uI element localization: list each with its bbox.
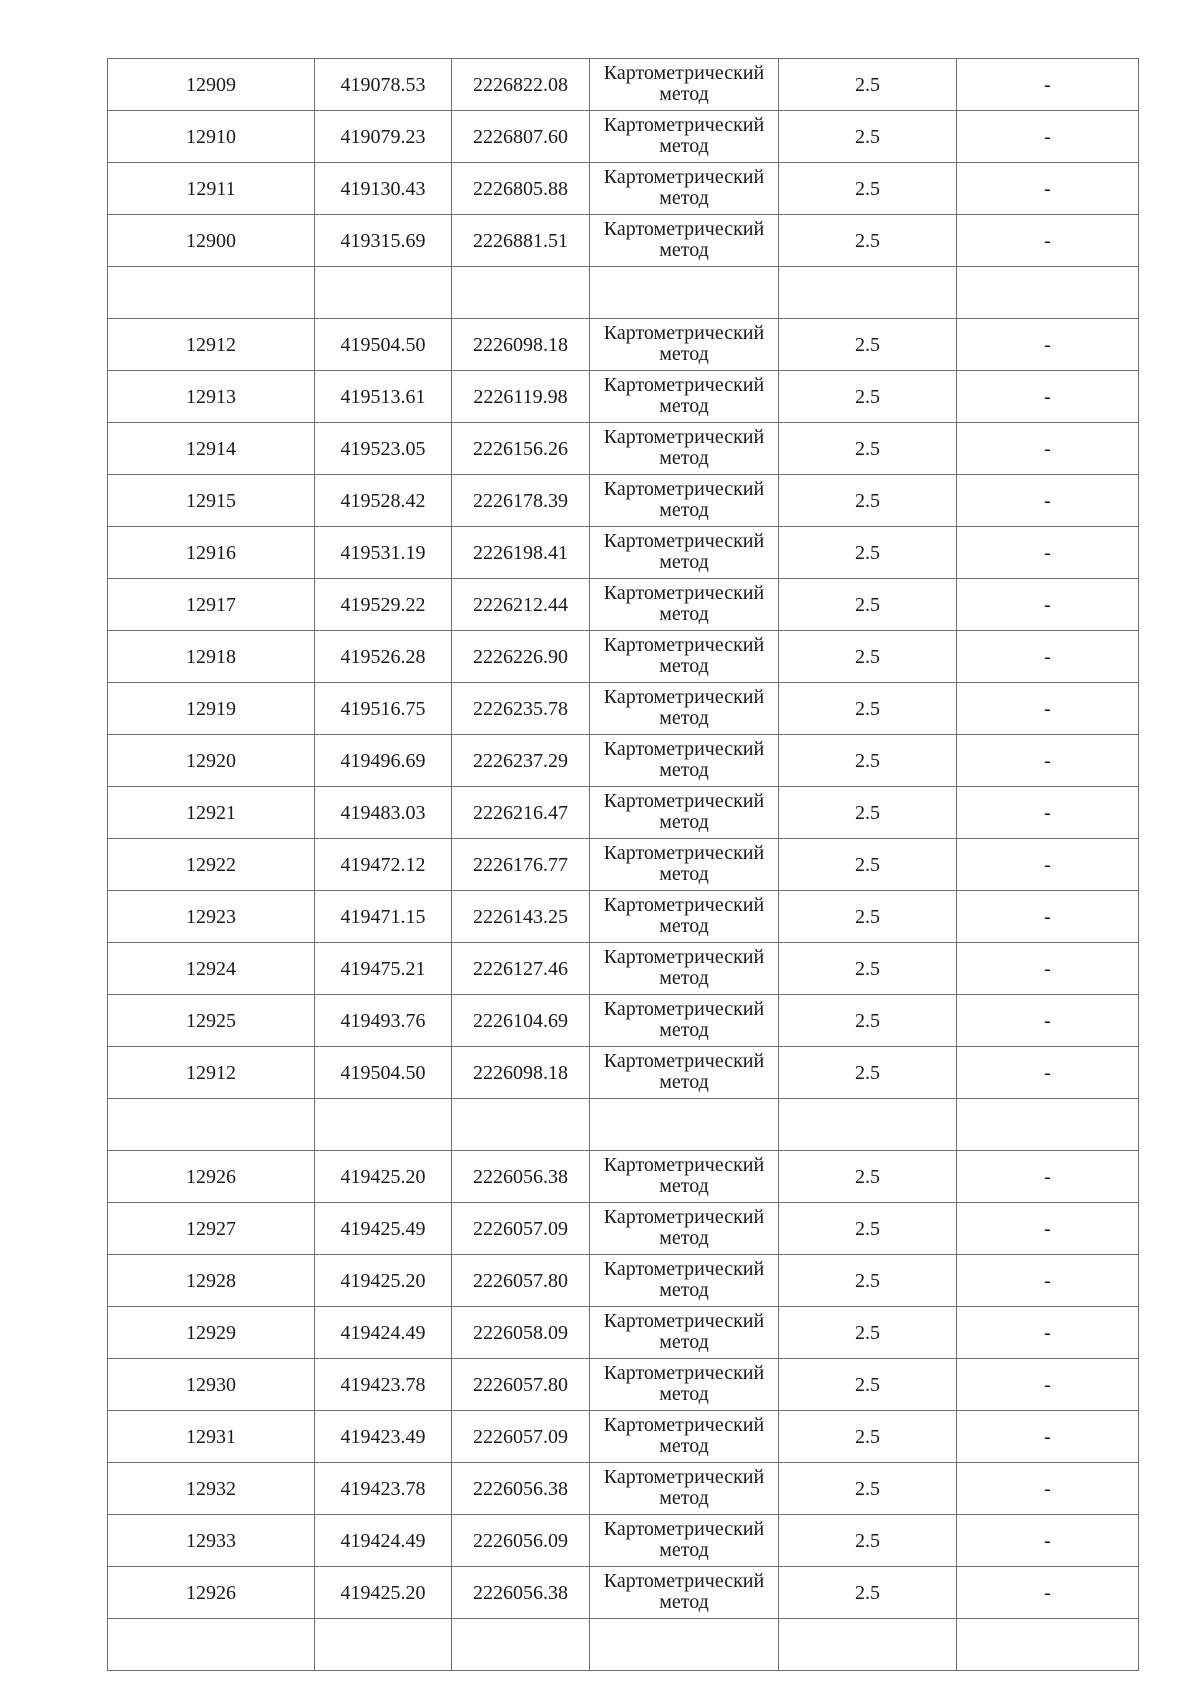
cell-note: - bbox=[957, 59, 1139, 111]
table-row bbox=[108, 891, 1139, 943]
cell-accuracy: 2.5 bbox=[779, 1359, 957, 1411]
cell-note: - bbox=[957, 1151, 1139, 1203]
cell-note: - bbox=[957, 1463, 1139, 1515]
cell-method: Картометрический метод bbox=[590, 527, 779, 579]
table-row bbox=[108, 839, 1139, 891]
cell-note: - bbox=[957, 839, 1139, 891]
cell-method: Картометрический метод bbox=[590, 1359, 779, 1411]
table-row bbox=[108, 943, 1139, 995]
cell-point-number: 12921 bbox=[108, 787, 315, 839]
cell-method: Картометрический метод bbox=[590, 787, 779, 839]
table-row bbox=[108, 1619, 1139, 1671]
cell-accuracy: 2.5 bbox=[779, 423, 957, 475]
cell-coordinate-x: 419425.49 bbox=[315, 1203, 452, 1255]
cell-coordinate-x: 419078.53 bbox=[315, 59, 452, 111]
cell-method: Картометрический метод bbox=[590, 1515, 779, 1567]
cell-note: - bbox=[957, 163, 1139, 215]
cell-coordinate-y: 2226057.80 bbox=[452, 1255, 590, 1307]
cell-note: - bbox=[957, 1359, 1139, 1411]
cell-accuracy: 2.5 bbox=[779, 59, 957, 111]
cell-coordinate-y bbox=[452, 1099, 590, 1151]
cell-point-number: 12926 bbox=[108, 1151, 315, 1203]
table-row bbox=[108, 59, 1139, 111]
cell-coordinate-x: 419475.21 bbox=[315, 943, 452, 995]
table-row bbox=[108, 1047, 1139, 1099]
cell-coordinate-x bbox=[315, 267, 452, 319]
cell-coordinate-y: 2226119.98 bbox=[452, 371, 590, 423]
cell-note: - bbox=[957, 995, 1139, 1047]
cell-accuracy: 2.5 bbox=[779, 1567, 957, 1619]
cell-point-number: 12912 bbox=[108, 1047, 315, 1099]
cell-accuracy: 2.5 bbox=[779, 215, 957, 267]
cell-coordinate-y bbox=[452, 267, 590, 319]
cell-point-number: 12924 bbox=[108, 943, 315, 995]
cell-note: - bbox=[957, 527, 1139, 579]
cell-accuracy bbox=[779, 267, 957, 319]
cell-coordinate-y: 2226057.09 bbox=[452, 1203, 590, 1255]
table-row bbox=[108, 163, 1139, 215]
table-row bbox=[108, 1359, 1139, 1411]
cell-coordinate-y: 2226198.41 bbox=[452, 527, 590, 579]
cell-coordinate-y: 2226807.60 bbox=[452, 111, 590, 163]
cell-coordinate-y: 2226143.25 bbox=[452, 891, 590, 943]
cell-coordinate-y: 2226822.08 bbox=[452, 59, 590, 111]
cell-method: Картометрический метод bbox=[590, 631, 779, 683]
cell-method: Картометрический метод bbox=[590, 839, 779, 891]
table-row bbox=[108, 1099, 1139, 1151]
cell-coordinate-y: 2226057.80 bbox=[452, 1359, 590, 1411]
cell-accuracy: 2.5 bbox=[779, 475, 957, 527]
cell-coordinate-y: 2226058.09 bbox=[452, 1307, 590, 1359]
table-row bbox=[108, 215, 1139, 267]
cell-method: Картометрический метод bbox=[590, 111, 779, 163]
table-row bbox=[108, 1255, 1139, 1307]
cell-note: - bbox=[957, 1411, 1139, 1463]
cell-coordinate-y: 2226212.44 bbox=[452, 579, 590, 631]
cell-coordinate-y: 2226056.09 bbox=[452, 1515, 590, 1567]
cell-coordinate-y: 2226805.88 bbox=[452, 163, 590, 215]
cell-coordinate-y: 2226881.51 bbox=[452, 215, 590, 267]
cell-accuracy: 2.5 bbox=[779, 1203, 957, 1255]
cell-method: Картометрический метод bbox=[590, 163, 779, 215]
cell-accuracy: 2.5 bbox=[779, 371, 957, 423]
cell-point-number: 12916 bbox=[108, 527, 315, 579]
cell-accuracy: 2.5 bbox=[779, 579, 957, 631]
cell-method bbox=[590, 1619, 779, 1671]
cell-note: - bbox=[957, 631, 1139, 683]
cell-coordinate-x: 419425.20 bbox=[315, 1567, 452, 1619]
table-row bbox=[108, 1307, 1139, 1359]
cell-coordinate-y: 2226127.46 bbox=[452, 943, 590, 995]
cell-coordinate-x: 419472.12 bbox=[315, 839, 452, 891]
table-row bbox=[108, 1567, 1139, 1619]
cell-note bbox=[957, 267, 1139, 319]
cell-coordinate-x: 419423.78 bbox=[315, 1463, 452, 1515]
cell-coordinate-x: 419504.50 bbox=[315, 319, 452, 371]
cell-accuracy: 2.5 bbox=[779, 1307, 957, 1359]
table-row bbox=[108, 787, 1139, 839]
cell-coordinate-x: 419471.15 bbox=[315, 891, 452, 943]
cell-point-number: 12920 bbox=[108, 735, 315, 787]
cell-accuracy: 2.5 bbox=[779, 1255, 957, 1307]
cell-method bbox=[590, 267, 779, 319]
table-row bbox=[108, 683, 1139, 735]
cell-note bbox=[957, 1099, 1139, 1151]
cell-point-number: 12928 bbox=[108, 1255, 315, 1307]
cell-coordinate-y: 2226098.18 bbox=[452, 319, 590, 371]
cell-note: - bbox=[957, 1203, 1139, 1255]
cell-coordinate-x: 419130.43 bbox=[315, 163, 452, 215]
cell-method: Картометрический метод bbox=[590, 943, 779, 995]
cell-coordinate-x: 419528.42 bbox=[315, 475, 452, 527]
cell-method: Картометрический метод bbox=[590, 1255, 779, 1307]
cell-accuracy: 2.5 bbox=[779, 787, 957, 839]
cell-point-number: 12914 bbox=[108, 423, 315, 475]
cell-note: - bbox=[957, 735, 1139, 787]
cell-point-number bbox=[108, 1099, 315, 1151]
cell-method: Картометрический метод bbox=[590, 319, 779, 371]
table-row bbox=[108, 371, 1139, 423]
cell-coordinate-y: 2226056.38 bbox=[452, 1151, 590, 1203]
cell-note: - bbox=[957, 1047, 1139, 1099]
cell-accuracy bbox=[779, 1099, 957, 1151]
table-row bbox=[108, 579, 1139, 631]
table-row bbox=[108, 423, 1139, 475]
cell-accuracy: 2.5 bbox=[779, 1515, 957, 1567]
cell-point-number: 12927 bbox=[108, 1203, 315, 1255]
cell-coordinate-y: 2226056.38 bbox=[452, 1567, 590, 1619]
cell-accuracy: 2.5 bbox=[779, 1411, 957, 1463]
cell-point-number: 12911 bbox=[108, 163, 315, 215]
cell-accuracy: 2.5 bbox=[779, 1463, 957, 1515]
cell-accuracy: 2.5 bbox=[779, 943, 957, 995]
table-row bbox=[108, 995, 1139, 1047]
cell-note: - bbox=[957, 579, 1139, 631]
cell-method: Картометрический метод bbox=[590, 423, 779, 475]
cell-method: Картометрический метод bbox=[590, 215, 779, 267]
cell-note: - bbox=[957, 319, 1139, 371]
cell-coordinate-x: 419483.03 bbox=[315, 787, 452, 839]
cell-note: - bbox=[957, 1515, 1139, 1567]
table-row bbox=[108, 319, 1139, 371]
cell-note: - bbox=[957, 111, 1139, 163]
cell-coordinate-y: 2226057.09 bbox=[452, 1411, 590, 1463]
cell-method: Картометрический метод bbox=[590, 683, 779, 735]
cell-point-number: 12929 bbox=[108, 1307, 315, 1359]
cell-point-number: 12926 bbox=[108, 1567, 315, 1619]
cell-coordinate-y: 2226237.29 bbox=[452, 735, 590, 787]
cell-coordinate-y: 2226235.78 bbox=[452, 683, 590, 735]
cell-accuracy: 2.5 bbox=[779, 631, 957, 683]
cell-point-number: 12930 bbox=[108, 1359, 315, 1411]
table-row bbox=[108, 111, 1139, 163]
cell-method: Картометрический метод bbox=[590, 735, 779, 787]
cell-coordinate-x bbox=[315, 1099, 452, 1151]
cell-accuracy: 2.5 bbox=[779, 995, 957, 1047]
cell-point-number: 12923 bbox=[108, 891, 315, 943]
cell-coordinate-x: 419523.05 bbox=[315, 423, 452, 475]
cell-accuracy: 2.5 bbox=[779, 1047, 957, 1099]
cell-point-number: 12912 bbox=[108, 319, 315, 371]
table-row bbox=[108, 475, 1139, 527]
cell-note: - bbox=[957, 1255, 1139, 1307]
cell-point-number: 12913 bbox=[108, 371, 315, 423]
cell-method: Картометрический метод bbox=[590, 1411, 779, 1463]
cell-coordinate-x: 419516.75 bbox=[315, 683, 452, 735]
cell-coordinate-y: 2226056.38 bbox=[452, 1463, 590, 1515]
coordinates-table bbox=[107, 58, 1139, 1671]
cell-coordinate-x: 419424.49 bbox=[315, 1307, 452, 1359]
cell-coordinate-x: 419315.69 bbox=[315, 215, 452, 267]
cell-method: Картометрический метод bbox=[590, 1307, 779, 1359]
cell-coordinate-y: 2226178.39 bbox=[452, 475, 590, 527]
cell-coordinate-y: 2226156.26 bbox=[452, 423, 590, 475]
cell-method: Картометрический метод bbox=[590, 475, 779, 527]
cell-note: - bbox=[957, 215, 1139, 267]
table-row bbox=[108, 1203, 1139, 1255]
cell-method: Картометрический метод bbox=[590, 995, 779, 1047]
cell-coordinate-y: 2226176.77 bbox=[452, 839, 590, 891]
cell-point-number bbox=[108, 1619, 315, 1671]
cell-method: Картометрический метод bbox=[590, 59, 779, 111]
cell-coordinate-x: 419496.69 bbox=[315, 735, 452, 787]
cell-coordinate-x: 419423.49 bbox=[315, 1411, 452, 1463]
cell-note: - bbox=[957, 423, 1139, 475]
cell-point-number: 12933 bbox=[108, 1515, 315, 1567]
cell-point-number: 12919 bbox=[108, 683, 315, 735]
cell-coordinate-x: 419529.22 bbox=[315, 579, 452, 631]
cell-method: Картометрический метод bbox=[590, 1463, 779, 1515]
cell-coordinate-y bbox=[452, 1619, 590, 1671]
cell-method: Картометрический метод bbox=[590, 891, 779, 943]
cell-accuracy: 2.5 bbox=[779, 839, 957, 891]
cell-accuracy: 2.5 bbox=[779, 319, 957, 371]
cell-coordinate-x bbox=[315, 1619, 452, 1671]
cell-point-number bbox=[108, 267, 315, 319]
table-row bbox=[108, 735, 1139, 787]
table-row bbox=[108, 527, 1139, 579]
cell-method bbox=[590, 1099, 779, 1151]
cell-point-number: 12932 bbox=[108, 1463, 315, 1515]
table-row bbox=[108, 631, 1139, 683]
cell-method: Картометрический метод bbox=[590, 1203, 779, 1255]
table-row bbox=[108, 267, 1139, 319]
cell-note: - bbox=[957, 371, 1139, 423]
cell-method: Картометрический метод bbox=[590, 371, 779, 423]
cell-point-number: 12922 bbox=[108, 839, 315, 891]
cell-method: Картометрический метод bbox=[590, 579, 779, 631]
cell-coordinate-x: 419423.78 bbox=[315, 1359, 452, 1411]
cell-coordinate-y: 2226226.90 bbox=[452, 631, 590, 683]
cell-note: - bbox=[957, 891, 1139, 943]
cell-point-number: 12925 bbox=[108, 995, 315, 1047]
table-row bbox=[108, 1463, 1139, 1515]
cell-accuracy: 2.5 bbox=[779, 683, 957, 735]
cell-method: Картометрический метод bbox=[590, 1151, 779, 1203]
cell-coordinate-x: 419513.61 bbox=[315, 371, 452, 423]
cell-point-number: 12915 bbox=[108, 475, 315, 527]
cell-note bbox=[957, 1619, 1139, 1671]
cell-note: - bbox=[957, 1307, 1139, 1359]
cell-accuracy bbox=[779, 1619, 957, 1671]
coordinates-table-body bbox=[108, 59, 1139, 1671]
cell-point-number: 12918 bbox=[108, 631, 315, 683]
table-row bbox=[108, 1151, 1139, 1203]
cell-coordinate-x: 419531.19 bbox=[315, 527, 452, 579]
cell-coordinate-y: 2226216.47 bbox=[452, 787, 590, 839]
cell-accuracy: 2.5 bbox=[779, 891, 957, 943]
cell-coordinate-x: 419079.23 bbox=[315, 111, 452, 163]
table-row bbox=[108, 1515, 1139, 1567]
cell-note: - bbox=[957, 943, 1139, 995]
cell-accuracy: 2.5 bbox=[779, 527, 957, 579]
cell-accuracy: 2.5 bbox=[779, 111, 957, 163]
cell-coordinate-y: 2226104.69 bbox=[452, 995, 590, 1047]
cell-note: - bbox=[957, 475, 1139, 527]
cell-accuracy: 2.5 bbox=[779, 735, 957, 787]
cell-point-number: 12931 bbox=[108, 1411, 315, 1463]
cell-accuracy: 2.5 bbox=[779, 1151, 957, 1203]
cell-method: Картометрический метод bbox=[590, 1047, 779, 1099]
cell-coordinate-x: 419493.76 bbox=[315, 995, 452, 1047]
table-row bbox=[108, 1411, 1139, 1463]
cell-coordinate-x: 419425.20 bbox=[315, 1151, 452, 1203]
cell-point-number: 12910 bbox=[108, 111, 315, 163]
cell-note: - bbox=[957, 683, 1139, 735]
cell-point-number: 12917 bbox=[108, 579, 315, 631]
cell-coordinate-x: 419425.20 bbox=[315, 1255, 452, 1307]
cell-accuracy: 2.5 bbox=[779, 163, 957, 215]
cell-coordinate-x: 419504.50 bbox=[315, 1047, 452, 1099]
cell-point-number: 12909 bbox=[108, 59, 315, 111]
cell-method: Картометрический метод bbox=[590, 1567, 779, 1619]
cell-note: - bbox=[957, 787, 1139, 839]
cell-coordinate-y: 2226098.18 bbox=[452, 1047, 590, 1099]
cell-point-number: 12900 bbox=[108, 215, 315, 267]
cell-note: - bbox=[957, 1567, 1139, 1619]
cell-coordinate-x: 419526.28 bbox=[315, 631, 452, 683]
cell-coordinate-x: 419424.49 bbox=[315, 1515, 452, 1567]
